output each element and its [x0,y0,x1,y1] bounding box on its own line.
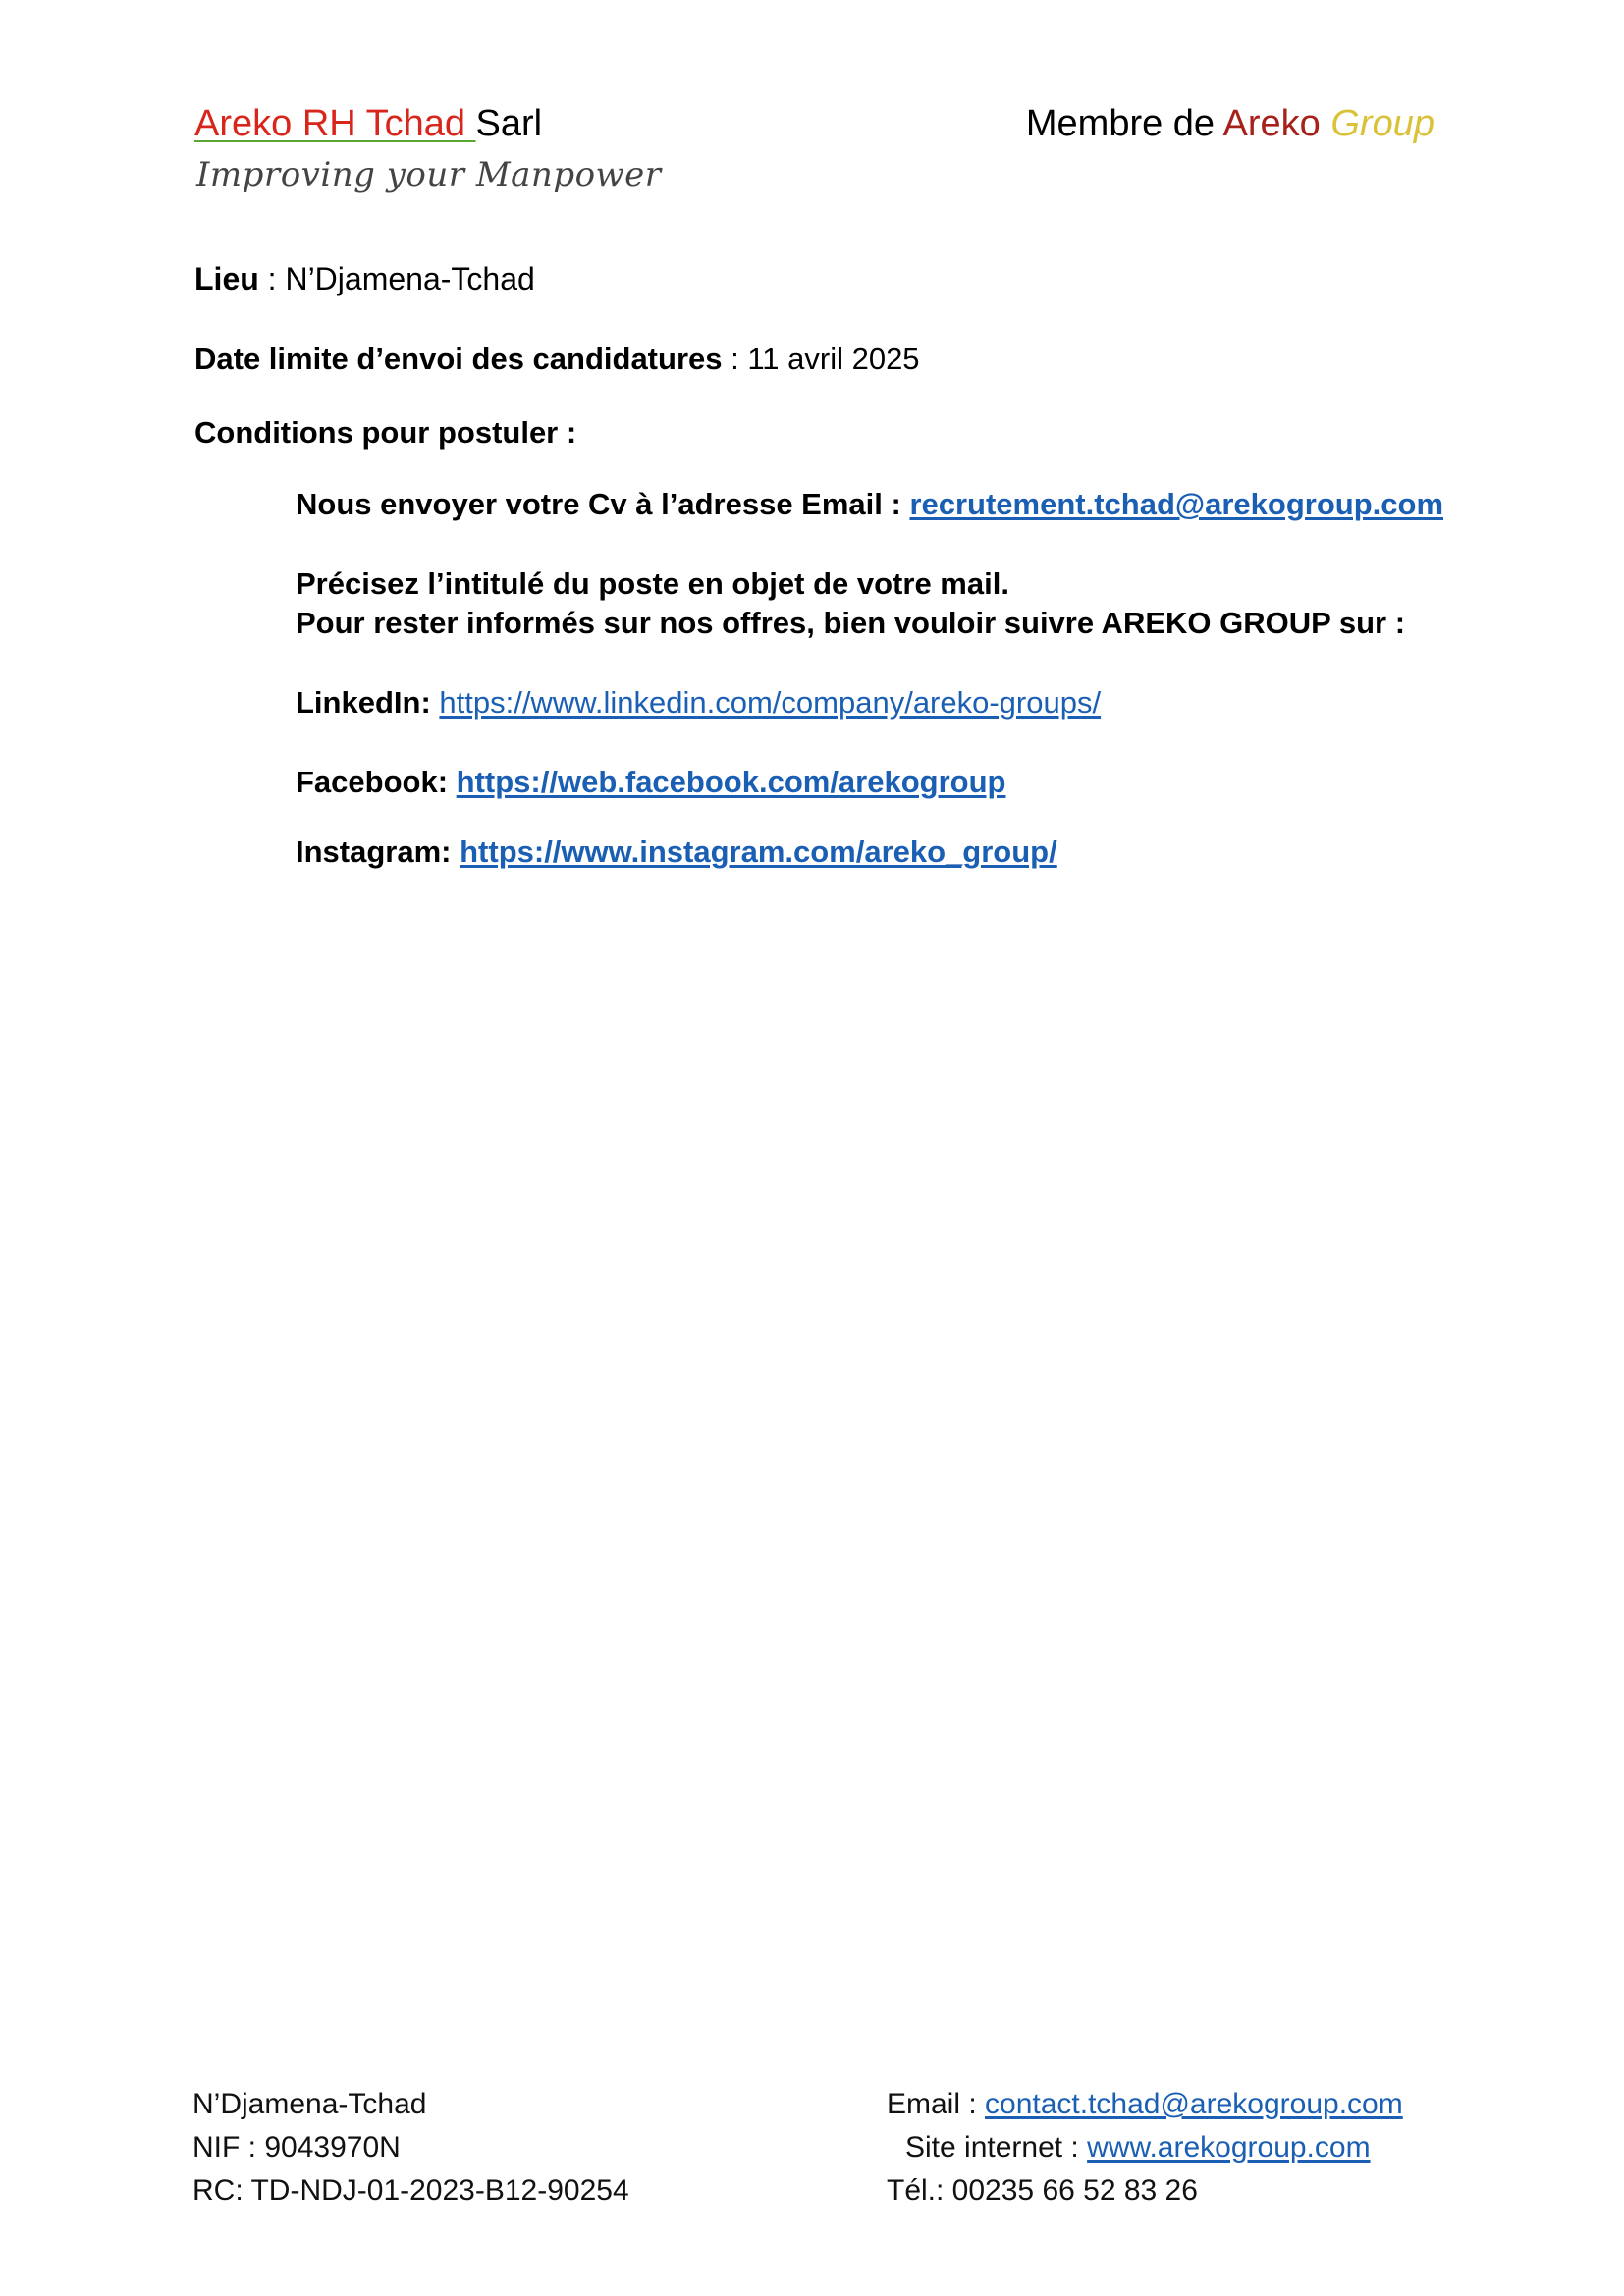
instagram-link[interactable]: https://www.instagram.com/areko_group/ [460,834,1057,869]
footer-email-line [887,2083,1403,2126]
recruitment-email-link[interactable]: recrutement.tchad@arekogroup.com [909,487,1444,521]
send-cv-line [296,485,1443,524]
location-value: : N’Djamena-Tchad [258,261,535,296]
deadline-label: Date limite d’envoi des candidatures [194,342,723,376]
footer-site-label: Site internet : [905,2131,1088,2163]
facebook-link[interactable]: https://web.facebook.com/arekogroup [456,765,1006,799]
member-group: Group [1330,103,1435,144]
linkedin-link[interactable]: https://www.linkedin.com/company/areko-groups/ [439,685,1102,720]
footer-city: N’Djamena-Tchad [192,2088,427,2120]
send-cv-text: Nous envoyer votre Cv à l’adresse Email : [296,487,910,521]
member-areko: Areko [1222,103,1321,144]
location-line [194,259,535,298]
location-label: Lieu [194,261,259,296]
conditions-heading: Conditions pour postuler : [194,415,577,450]
linkedin-line [296,683,1101,722]
footer-site-line [905,2126,1371,2169]
company-tagline: Improving your Manpower [196,155,662,194]
facebook-line [296,763,1005,802]
linkedin-label: LinkedIn: [296,685,440,720]
company-name-suffix: Sarl [475,103,543,144]
footer-rc: RC: TD-NDJ-01-2023-B12-90254 [192,2174,629,2207]
company-name [194,99,542,148]
company-name-main: Areko RH Tchad [194,103,476,144]
deadline-line [194,340,920,379]
member-prefix: Membre de [1025,103,1223,144]
footer-phone: Tél.: 00235 66 52 83 26 [887,2174,1198,2207]
follow-instruction: Pour rester informés sur nos offres, bien vouloir suivre AREKO GROUP sur : [296,606,1406,640]
subject-instruction: Précisez l’intitulé du poste en objet de votre mail. [296,566,1009,601]
instagram-line [296,832,1057,872]
footer-email-label: Email : [887,2088,986,2120]
facebook-label: Facebook: [296,765,457,799]
footer-site-link[interactable]: www.arekogroup.com [1087,2131,1371,2163]
group-membership [1026,99,1435,148]
deadline-value: : 11 avril 2025 [722,342,920,376]
footer-nif: NIF : 9043970N [192,2131,401,2163]
instagram-label: Instagram: [296,834,460,869]
footer-email-link[interactable]: contact.tchad@arekogroup.com [985,2088,1403,2120]
